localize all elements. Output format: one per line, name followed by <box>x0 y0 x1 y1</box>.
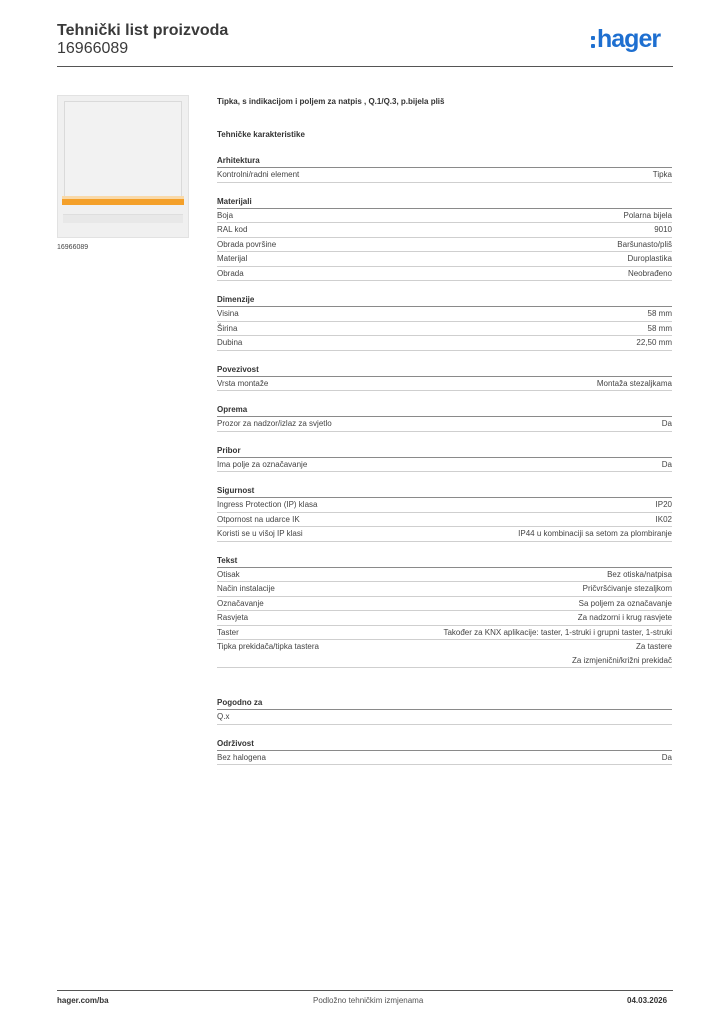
spec-row <box>217 267 672 282</box>
spec-row <box>217 223 672 238</box>
section-heading: Pogodno za <box>217 697 672 710</box>
spec-value-line: Baršunasto/pliš <box>617 239 672 249</box>
product-image <box>57 95 189 238</box>
spec-value <box>572 640 672 667</box>
product-code: 16966089 <box>57 40 129 57</box>
switch-rocker <box>64 101 182 202</box>
spec-label: Bez halogena <box>217 752 266 762</box>
spec-value <box>656 513 672 527</box>
product-title: Tipka, s indikacijom i poljem za natpis , Q.1/Q.3, p.bijela pliš <box>217 97 445 106</box>
spec-label: Otisak <box>217 569 240 579</box>
spec-label: RAL kod <box>217 225 248 234</box>
spec-value <box>624 209 672 223</box>
spec-row <box>217 582 672 597</box>
spec-value-line: 9010 <box>654 225 672 234</box>
spec-section <box>217 364 672 392</box>
spec-sections <box>217 155 672 765</box>
spec-label: Materijal <box>217 254 248 263</box>
spec-section <box>217 485 672 542</box>
spec-value <box>636 336 672 350</box>
spec-section <box>217 404 672 432</box>
section-heading: Pribor <box>217 445 672 458</box>
logo-dot-icon <box>591 44 595 48</box>
spec-value <box>662 417 672 431</box>
spec-label: Širina <box>217 323 238 333</box>
spec-row <box>217 238 672 253</box>
spec-label: Kontrolni/radni element <box>217 170 300 179</box>
page-title: Tehnički list proizvoda <box>57 22 229 39</box>
section-heading: Oprema <box>217 404 672 417</box>
image-caption: 16966089 <box>57 244 89 251</box>
spec-label: Način instalacije <box>217 584 275 593</box>
logo-dot-icon <box>591 36 595 40</box>
spec-value <box>518 527 672 541</box>
spec-value-line: Za nadzorni i krug rasvjete <box>577 613 672 622</box>
spec-value-line: Da <box>661 459 672 469</box>
section-heading: Materijali <box>217 196 672 209</box>
spec-label: Visina <box>217 309 239 318</box>
spec-row <box>217 458 672 473</box>
spec-value <box>662 751 672 765</box>
spec-label: Koristi se u višoj IP klasi <box>217 529 303 538</box>
spec-value-line: Polarna bijela <box>623 210 672 220</box>
spec-value-line: Tipka <box>652 170 672 179</box>
spec-value-line: Za izmjenični/križni prekidač <box>571 655 672 665</box>
spec-value <box>607 568 672 582</box>
spec-label: Rasvjeta <box>217 613 249 622</box>
spec-label: Vrsta montaže <box>217 378 269 388</box>
spec-value-line: IK02 <box>655 514 672 524</box>
spec-value <box>648 322 672 336</box>
spec-value-line: 22,50 mm <box>636 338 672 347</box>
spec-label: Prozor za nadzor/izlaz za svjetlo <box>217 419 332 428</box>
hager-logo <box>591 26 673 56</box>
spec-value-line: Da <box>661 419 672 428</box>
spec-row <box>217 611 672 626</box>
spec-value-line: Da <box>661 752 672 762</box>
spec-row <box>217 498 672 513</box>
spec-value <box>583 582 672 596</box>
section-heading: Sigurnost <box>217 485 672 498</box>
spec-label: Označavanje <box>217 598 264 608</box>
spec-label: Obrada površine <box>217 239 277 249</box>
spec-row <box>217 377 672 392</box>
spec-row <box>217 307 672 322</box>
spec-row <box>217 568 672 583</box>
spec-value <box>617 238 672 252</box>
spec-value-line: Pričvršćivanje stezaljkom <box>582 584 672 593</box>
logo-text: hager <box>597 25 661 53</box>
spec-value <box>443 626 672 640</box>
footer-notice: Podložno tehničkim izmjenama <box>313 996 424 1005</box>
spec-value-line: IP44 u kombinaciji sa setom za plombiranje <box>518 529 672 538</box>
spec-value-line: IP20 <box>655 500 672 509</box>
spec-value <box>662 458 672 472</box>
spec-row <box>217 417 672 432</box>
spec-value <box>648 307 672 321</box>
spec-label: Obrada <box>217 268 244 278</box>
spec-value-line: 58 mm <box>647 323 672 333</box>
spec-label: Dubina <box>217 338 243 347</box>
spec-row <box>217 209 672 224</box>
spec-section <box>217 555 672 669</box>
spec-row <box>217 597 672 612</box>
spec-value-line: Sa poljem za označavanje <box>578 598 672 608</box>
section-heading: Održivost <box>217 738 672 751</box>
spec-value-line: Duroplastika <box>627 254 672 263</box>
section-heading: Arhitektura <box>217 155 672 168</box>
spec-row <box>217 710 672 725</box>
spec-row <box>217 527 672 542</box>
spec-value-line: Bez otiska/natpisa <box>607 569 672 579</box>
spec-value <box>628 267 672 281</box>
spec-section <box>217 445 672 473</box>
spec-label: Taster <box>217 627 239 637</box>
section-heading: Povezivost <box>217 364 672 377</box>
spec-section <box>217 196 672 282</box>
spec-section <box>217 738 672 766</box>
spec-label: Boja <box>217 210 234 220</box>
footer-divider <box>57 990 673 991</box>
spec-label: Q.x <box>217 712 230 721</box>
spec-label: Tipka prekidača/tipka tastera <box>217 642 319 651</box>
label-field <box>63 214 183 223</box>
spec-row <box>217 168 672 183</box>
spec-value-line: Također za KNX aplikacije: taster, 1-struki i grupni taster, 1-struki <box>443 627 672 637</box>
spec-value <box>597 377 672 391</box>
spec-label: Ingress Protection (IP) klasa <box>217 500 318 509</box>
spec-value <box>654 223 672 237</box>
spec-section <box>217 155 672 183</box>
spec-row <box>217 252 672 267</box>
spec-section <box>217 294 672 351</box>
spec-content <box>217 92 672 778</box>
spec-row <box>217 322 672 337</box>
spec-label: Otpornost na udarce IK <box>217 514 300 524</box>
spec-value <box>628 252 672 266</box>
spec-value-line: Montaža stezaljkama <box>596 378 672 388</box>
footer-website[interactable]: hager.com/ba <box>57 996 109 1005</box>
spec-value-line: Za tastere <box>635 642 672 651</box>
section-heading: Dimenzije <box>217 294 672 307</box>
indicator-strip <box>62 199 184 205</box>
section-heading: Tekst <box>217 555 672 568</box>
spec-value <box>656 498 672 512</box>
spec-value-line: Neobrađeno <box>627 268 672 278</box>
spec-section <box>217 697 672 725</box>
spec-row <box>217 626 672 641</box>
spec-label: Ima polje za označavanje <box>217 459 308 469</box>
spec-row <box>217 513 672 528</box>
spec-row <box>217 751 672 766</box>
spec-value <box>579 597 672 611</box>
spec-row <box>217 336 672 351</box>
characteristics-heading: Tehničke karakteristike <box>217 130 305 139</box>
spec-value <box>578 611 672 625</box>
spec-value <box>653 168 672 182</box>
spec-row <box>217 640 672 668</box>
header-divider <box>57 66 673 67</box>
spec-value-line: 58 mm <box>647 309 672 318</box>
footer-date: 04.03.2026 <box>627 996 668 1005</box>
